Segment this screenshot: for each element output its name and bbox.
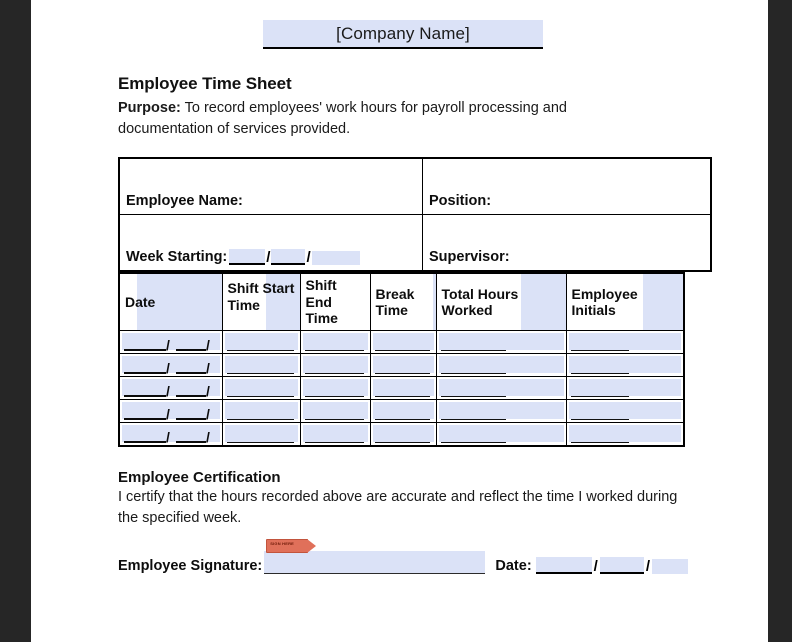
time-cell-initials[interactable] [566,400,684,423]
purpose-label: Purpose: [118,100,181,116]
week-starting-day-blank[interactable] [271,249,305,265]
time-cell-initials[interactable] [566,377,684,400]
time-cell-date[interactable]: / / [119,377,222,400]
week-starting-date-input[interactable] [229,249,359,265]
employee-name-cell [119,158,423,215]
purpose-text: To record employees' work hours for payroll processing and documentation of services provided. [118,100,567,138]
page-title: Employee Time Sheet [118,74,292,93]
signature-date-year-blank[interactable] [652,559,688,574]
time-cell-break[interactable] [370,423,436,447]
employee-info-table [118,157,712,272]
time-cell-initials[interactable] [566,331,684,354]
signature-date-label: Date: [495,558,532,575]
table-row [119,331,684,354]
table-row [119,354,684,377]
time-cell-shift_end[interactable] [300,377,370,400]
intro-block [118,74,688,140]
column-header-employee-initials-label: Employee Initials [571,285,638,319]
date-separator: / [645,558,650,576]
certification-body: I certify that the hours recorded above are accurate and reflect the time I worked during the specified week. [118,489,678,527]
column-header-shift-start [222,273,300,331]
sign-here-tag-icon[interactable] [266,539,308,553]
time-cell-shift_start[interactable] [222,423,300,447]
time-cell-total_hours[interactable] [436,423,566,447]
employee-name-label: Employee Name: [126,193,243,210]
date-separator: / [306,249,311,267]
company-name-block [118,20,688,49]
time-cell-shift_end[interactable] [300,331,370,354]
time-cell-break[interactable] [370,331,436,354]
certification-heading: Employee Certification [118,469,281,487]
column-header-shift-start-label: Shift Start Time [227,280,295,313]
document-page [31,0,768,642]
time-cell-total_hours[interactable] [436,377,566,400]
date-separator: / [266,249,271,267]
company-name-field[interactable]: [Company Name] [263,20,543,49]
signature-date-month-blank[interactable] [536,557,592,574]
time-cell-shift_end[interactable] [300,400,370,423]
column-header-total-hours-label: Total Hours Worked [441,285,519,319]
time-table-body [119,331,684,447]
time-cell-shift_start[interactable] [222,354,300,377]
time-cell-initials[interactable] [566,423,684,447]
column-header-date-label: Date [125,293,156,310]
time-cell-date[interactable]: / / [119,423,222,447]
table-row [119,423,684,447]
signature-date-day-blank[interactable] [600,557,644,574]
table-row [119,158,711,215]
time-table-header-row [119,273,684,331]
week-starting-cell [119,215,423,272]
position-label: Position: [429,193,492,210]
signature-row [118,541,688,576]
supervisor-label: Supervisor: [429,249,510,266]
time-cell-total_hours[interactable] [436,400,566,423]
certification-block [118,469,688,574]
supervisor-cell [423,215,712,272]
time-entry-table [118,272,685,447]
signature-date-input[interactable] [536,557,688,574]
signature-label: Employee Signature: [118,558,263,575]
week-starting-label: Week Starting: [126,249,228,266]
column-header-shift-end-label: Shift End Time [305,277,338,327]
time-cell-date[interactable]: / / [119,331,222,354]
sign-here-tag-label: SIGN HERE [270,541,295,547]
column-header-shift-end [300,273,370,331]
week-starting-month-blank[interactable] [229,249,265,265]
page-content [118,0,688,574]
signature-input[interactable] [264,541,485,574]
column-header-total-hours [436,273,566,331]
column-header-employee-initials [566,273,684,331]
week-starting-year-blank[interactable] [312,251,360,265]
time-cell-total_hours[interactable] [436,354,566,377]
time-cell-shift_end[interactable] [300,354,370,377]
column-header-date [119,273,222,331]
time-cell-total_hours[interactable] [436,331,566,354]
date-separator: / [593,558,598,576]
table-row [119,215,711,272]
table-row [119,377,684,400]
time-cell-break[interactable] [370,377,436,400]
time-cell-date[interactable]: / / [119,354,222,377]
column-header-break-time-label: Break Time [375,285,415,319]
time-cell-date[interactable]: / / [119,400,222,423]
time-cell-break[interactable] [370,400,436,423]
time-cell-shift_start[interactable] [222,377,300,400]
table-row [119,400,684,423]
purpose-paragraph [118,98,618,140]
time-cell-break[interactable] [370,354,436,377]
time-cell-shift_start[interactable] [222,331,300,354]
time-cell-shift_end[interactable] [300,423,370,447]
time-cell-initials[interactable] [566,354,684,377]
column-header-break-time [370,273,436,331]
position-cell [423,158,712,215]
time-cell-shift_start[interactable] [222,400,300,423]
